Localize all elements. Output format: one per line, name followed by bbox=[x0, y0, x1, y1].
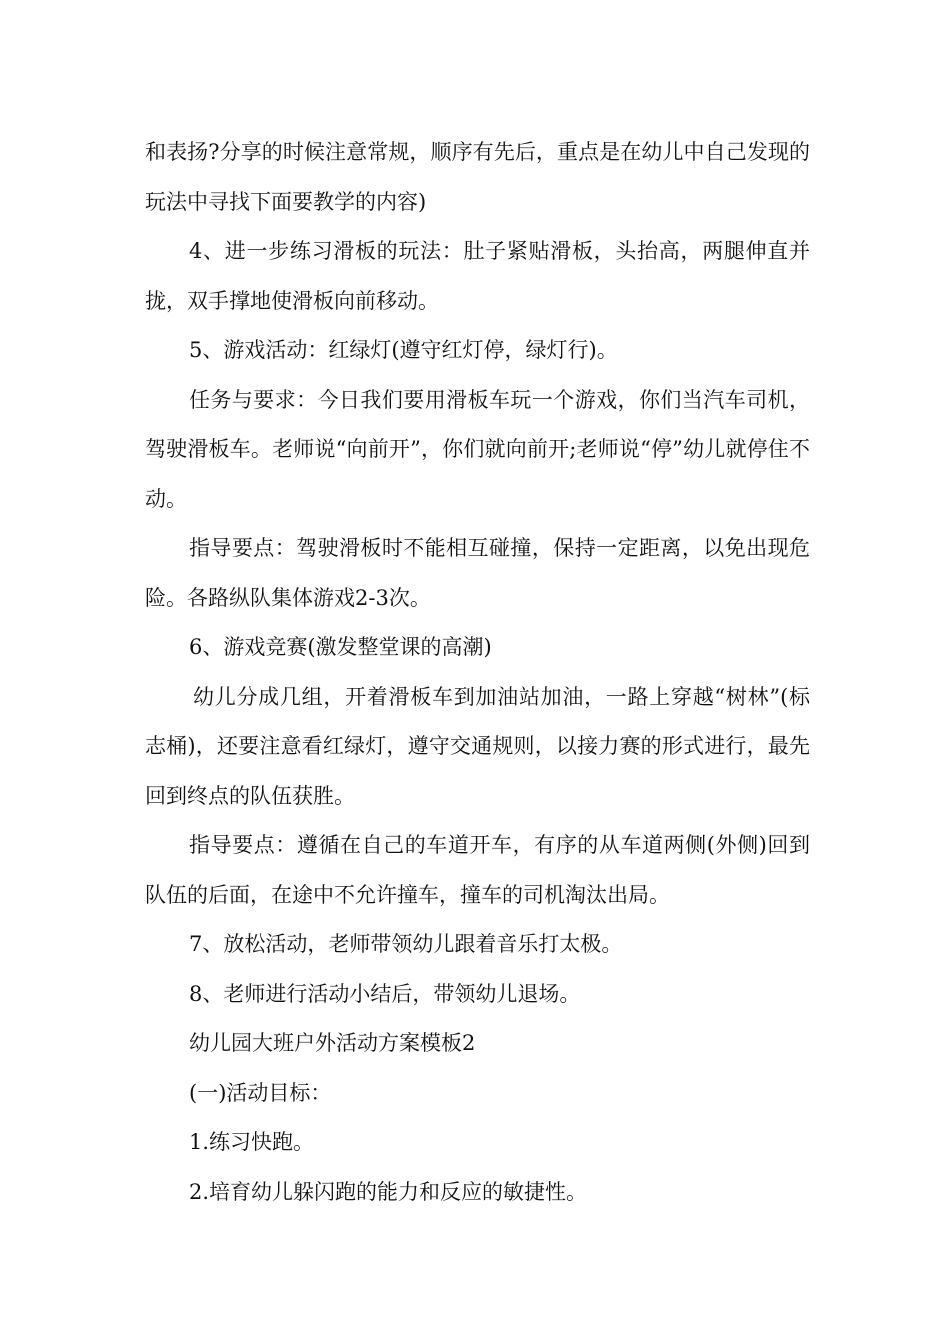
goal-item-1: 1.练习快跑。 bbox=[189, 1130, 315, 1154]
paragraph-step-7: 7、放松活动，老师带领幼儿跟着音乐打太极。 bbox=[189, 932, 623, 956]
paragraph-step-5: 5、游戏活动：红绿灯(遵守红灯停，绿灯行)。 bbox=[189, 338, 618, 362]
document-body bbox=[145, 128, 810, 1217]
paragraph-task-requirements: 任务与要求：今日我们要用滑板车玩一个游戏，你们当汽车司机，驾驶滑板车。老师说“向前开”，你们就向前开;老师说“停”幼儿就停住不动。 bbox=[145, 387, 810, 511]
paragraph-step-8: 8、老师进行活动小结后，带领幼儿退场。 bbox=[189, 981, 581, 1006]
paragraph-step-4: 4、进一步练习滑板的玩法：肚子紧贴滑板，头抬高，两腿伸直并拢，双手撑地使滑板向前移动。 bbox=[145, 239, 810, 313]
section-title-template-2: 幼儿园大班户外活动方案模板2 bbox=[189, 1031, 476, 1055]
goal-item-2: 2.培育幼儿躲闪跑的能力和反应的敏捷性。 bbox=[189, 1179, 588, 1204]
paragraph-guidance-2: 指导要点：遵循在自己的车道开车，有序的从车道两侧(外侧)回到队伍的后面，在途中不允许撞车，撞车的司机淘汰出局。 bbox=[145, 833, 810, 907]
paragraph-guidance-1: 指导要点：驾驶滑板时不能相互碰撞，保持一定距离，以免出现危险。各路纵队集体游戏2-3次。 bbox=[145, 536, 810, 610]
paragraph-competition: 幼儿分成几组，开着滑板车到加油站加油，一路上穿越“树林”(标志桶)，还要注意看红绿灯，遵守交通规则，以接力赛的形式进行，最先回到终点的队伍获胜。 bbox=[145, 684, 810, 808]
paragraph-continuation: 和表扬?分享的时候注意常规，顺序有先后，重点是在幼儿中自己发现的玩法中寻找下面要教学的内容) bbox=[145, 140, 810, 214]
subheading-activity-goals: (一)活动目标： bbox=[189, 1080, 332, 1105]
paragraph-step-6: 6、游戏竞赛(激发整堂课的高潮) bbox=[189, 635, 492, 659]
